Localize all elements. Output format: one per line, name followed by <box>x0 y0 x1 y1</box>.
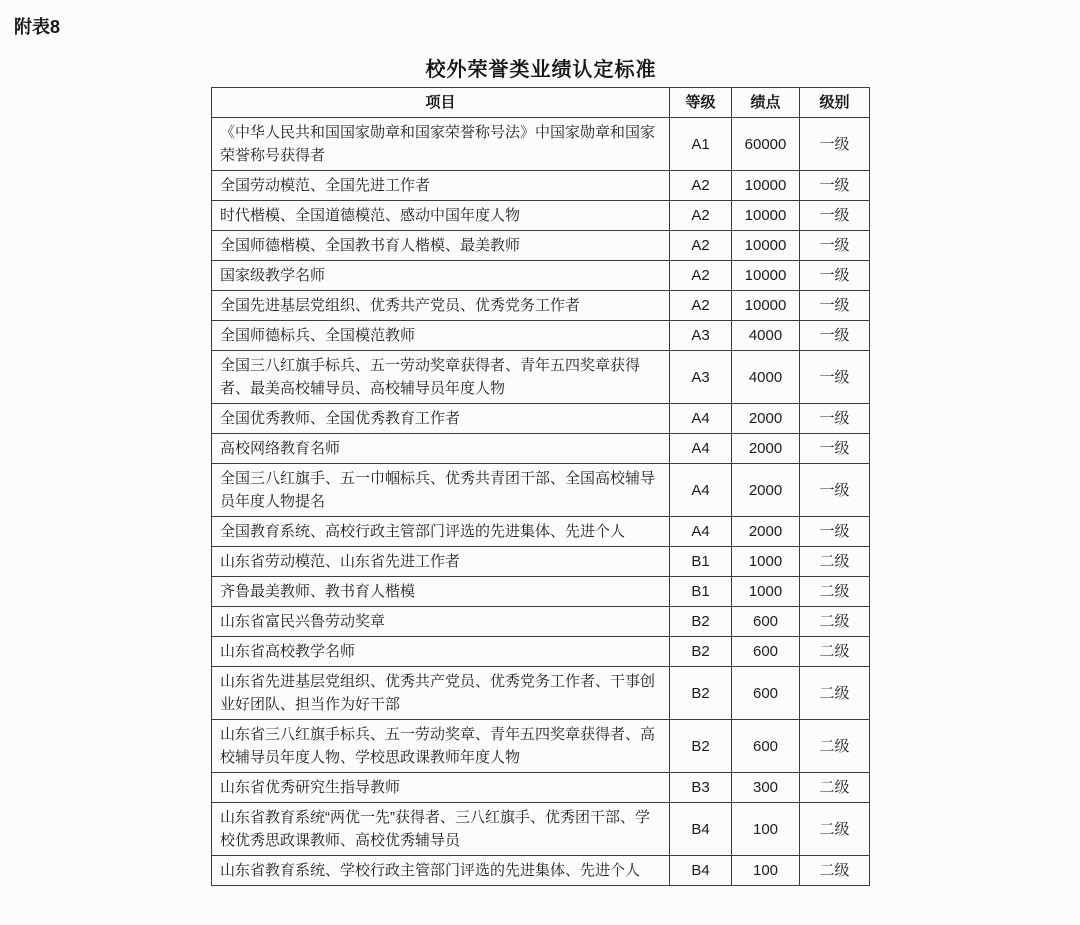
item-cell: 国家级教学名师 <box>212 261 670 291</box>
level-cell: 一级 <box>800 404 870 434</box>
grade-cell: A2 <box>670 261 732 291</box>
table-row <box>212 201 870 231</box>
level-cell: 一级 <box>800 517 870 547</box>
table-row <box>212 231 870 261</box>
level-cell: 二级 <box>800 607 870 637</box>
annex-label: 附表8 <box>14 17 61 37</box>
item-cell: 山东省高校教学名师 <box>212 637 670 667</box>
points-cell: 10000 <box>732 231 800 261</box>
column-header-points: 绩点 <box>732 88 800 118</box>
table-header-row <box>212 88 870 118</box>
item-cell: 全国三八红旗手标兵、五一劳动奖章获得者、青年五四奖章获得者、最美高校辅导员、高校辅导员年度人物 <box>212 351 670 404</box>
level-cell: 二级 <box>800 803 870 856</box>
level-cell: 二级 <box>800 547 870 577</box>
level-cell: 二级 <box>800 856 870 886</box>
item-cell: 山东省三八红旗手标兵、五一劳动奖章、青年五四奖章获得者、高校辅导员年度人物、学校思政课教师年度人物 <box>212 720 670 773</box>
table-row <box>212 351 870 404</box>
grade-cell: B1 <box>670 577 732 607</box>
points-cell: 1000 <box>732 577 800 607</box>
table-row <box>212 773 870 803</box>
points-cell: 10000 <box>732 201 800 231</box>
grade-cell: A2 <box>670 171 732 201</box>
points-cell: 100 <box>732 803 800 856</box>
points-cell: 2000 <box>732 464 800 517</box>
grade-cell: B2 <box>670 637 732 667</box>
points-cell: 2000 <box>732 517 800 547</box>
grade-cell: B2 <box>670 720 732 773</box>
item-cell: 山东省教育系统、学校行政主管部门评选的先进集体、先进个人 <box>212 856 670 886</box>
points-cell: 1000 <box>732 547 800 577</box>
level-cell: 一级 <box>800 434 870 464</box>
level-cell: 一级 <box>800 171 870 201</box>
level-cell: 一级 <box>800 261 870 291</box>
level-cell: 一级 <box>800 201 870 231</box>
item-cell: 全国教育系统、高校行政主管部门评选的先进集体、先进个人 <box>212 517 670 547</box>
points-cell: 2000 <box>732 434 800 464</box>
table-row <box>212 171 870 201</box>
item-cell: 齐鲁最美教师、教书育人楷模 <box>212 577 670 607</box>
grade-cell: A4 <box>670 517 732 547</box>
table-row <box>212 434 870 464</box>
page-title: 校外荣誉类业绩认定标准 <box>425 59 657 81</box>
points-cell: 600 <box>732 637 800 667</box>
level-cell: 一级 <box>800 464 870 517</box>
grade-cell: B4 <box>670 856 732 886</box>
level-cell: 一级 <box>800 291 870 321</box>
level-cell: 二级 <box>800 773 870 803</box>
table-row <box>212 517 870 547</box>
grade-cell: B2 <box>670 607 732 637</box>
item-cell: 全国师德标兵、全国模范教师 <box>212 321 670 351</box>
item-cell: 时代楷模、全国道德模范、感动中国年度人物 <box>212 201 670 231</box>
column-header-level: 级别 <box>800 88 870 118</box>
grade-cell: B1 <box>670 547 732 577</box>
grade-cell: A3 <box>670 321 732 351</box>
points-cell: 2000 <box>732 404 800 434</box>
level-cell: 一级 <box>800 321 870 351</box>
grade-cell: A4 <box>670 464 732 517</box>
points-cell: 600 <box>732 667 800 720</box>
grade-cell: A4 <box>670 434 732 464</box>
grade-cell: A2 <box>670 201 732 231</box>
table-body <box>212 118 870 886</box>
level-cell: 二级 <box>800 720 870 773</box>
item-cell: 山东省劳动模范、山东省先进工作者 <box>212 547 670 577</box>
points-cell: 600 <box>732 720 800 773</box>
level-cell: 一级 <box>800 351 870 404</box>
points-cell: 4000 <box>732 321 800 351</box>
table-row <box>212 856 870 886</box>
table-row <box>212 321 870 351</box>
grade-cell: A2 <box>670 231 732 261</box>
table-row <box>212 404 870 434</box>
points-cell: 10000 <box>732 171 800 201</box>
item-cell: 高校网络教育名师 <box>212 434 670 464</box>
table-row <box>212 607 870 637</box>
points-cell: 4000 <box>732 351 800 404</box>
item-cell: 山东省富民兴鲁劳动奖章 <box>212 607 670 637</box>
level-cell: 二级 <box>800 667 870 720</box>
item-cell: 全国先进基层党组织、优秀共产党员、优秀党务工作者 <box>212 291 670 321</box>
item-cell: 全国优秀教师、全国优秀教育工作者 <box>212 404 670 434</box>
table-row <box>212 291 870 321</box>
item-cell: 全国劳动模范、全国先进工作者 <box>212 171 670 201</box>
grade-cell: B3 <box>670 773 732 803</box>
points-cell: 300 <box>732 773 800 803</box>
column-header-item: 项目 <box>212 88 670 118</box>
table-row <box>212 261 870 291</box>
level-cell: 一级 <box>800 118 870 171</box>
points-cell: 10000 <box>732 291 800 321</box>
column-header-grade: 等级 <box>670 88 732 118</box>
points-cell: 10000 <box>732 261 800 291</box>
points-cell: 60000 <box>732 118 800 171</box>
grade-cell: A2 <box>670 291 732 321</box>
grade-cell: A3 <box>670 351 732 404</box>
item-cell: 《中华人民共和国国家勋章和国家荣誉称号法》中国家勋章和国家荣誉称号获得者 <box>212 118 670 171</box>
table-row <box>212 720 870 773</box>
table-row <box>212 667 870 720</box>
points-cell: 100 <box>732 856 800 886</box>
level-cell: 二级 <box>800 577 870 607</box>
table-row <box>212 637 870 667</box>
item-cell: 山东省先进基层党组织、优秀共产党员、优秀党务工作者、干事创业好团队、担当作为好干部 <box>212 667 670 720</box>
table-row <box>212 464 870 517</box>
item-cell: 山东省优秀研究生指导教师 <box>212 773 670 803</box>
grade-cell: A4 <box>670 404 732 434</box>
grade-cell: B4 <box>670 803 732 856</box>
level-cell: 二级 <box>800 637 870 667</box>
grade-cell: B2 <box>670 667 732 720</box>
item-cell: 全国师德楷模、全国教书育人楷模、最美教师 <box>212 231 670 261</box>
standards-table <box>211 87 870 886</box>
points-cell: 600 <box>732 607 800 637</box>
table-row <box>212 577 870 607</box>
level-cell: 一级 <box>800 231 870 261</box>
table-row <box>212 803 870 856</box>
table-row <box>212 547 870 577</box>
grade-cell: A1 <box>670 118 732 171</box>
item-cell: 全国三八红旗手、五一巾帼标兵、优秀共青团干部、全国高校辅导员年度人物提名 <box>212 464 670 517</box>
item-cell: 山东省教育系统“两优一先”获得者、三八红旗手、优秀团干部、学校优秀思政课教师、高校优秀辅导员 <box>212 803 670 856</box>
table-row <box>212 118 870 171</box>
